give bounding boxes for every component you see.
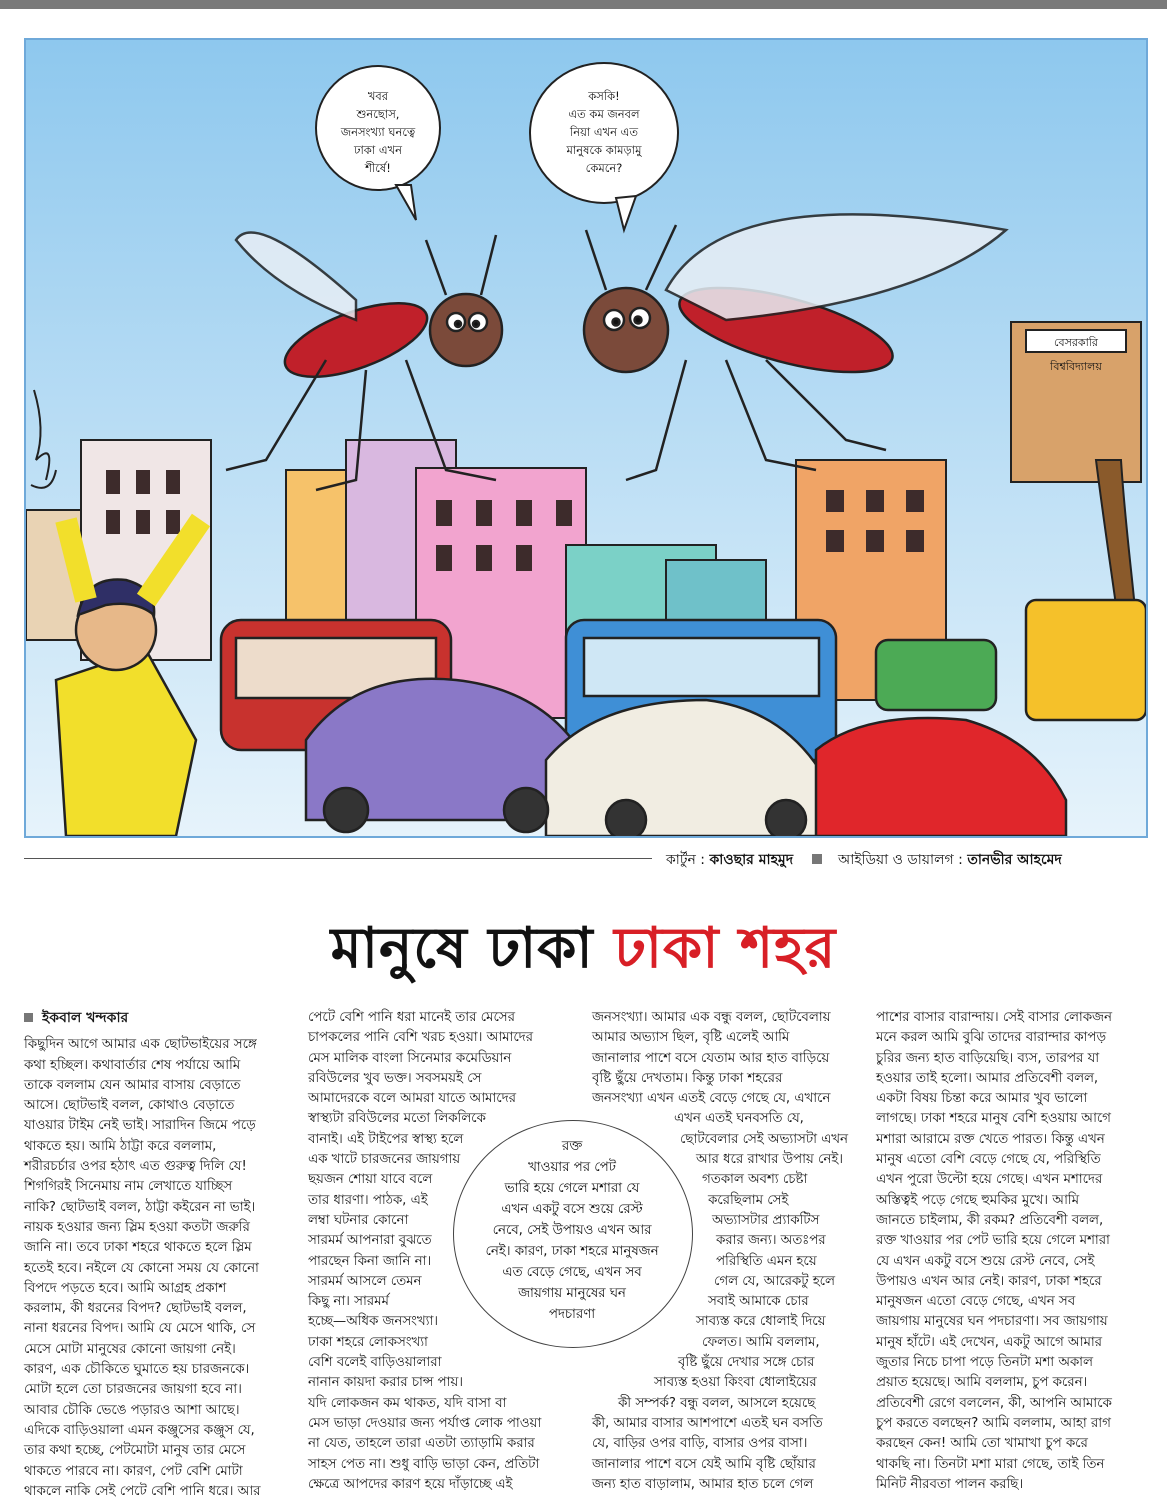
text-line: শরীরচর্চার ওপর হঠাৎ এত গুরুত্ব দিলি যে! bbox=[24, 1159, 247, 1175]
text-line: রক্ত খাওয়ার পর পেট ভারি হয়ে গেলে মশারা bbox=[876, 1233, 1110, 1249]
svg-text:নিয়া এখন এত: নিয়া এখন এত bbox=[569, 125, 639, 139]
text-line: জানতে চাইলাম, কী রকম? প্রতিবেশী বলল, bbox=[876, 1212, 1104, 1228]
text-line: না যেত, তাহলে তারা এতটা ত্যাড়ামি করার bbox=[308, 1436, 535, 1452]
text-line: নানা ধরনের বিপদ। আমি যে মেসে থাকি, সে bbox=[24, 1321, 256, 1337]
svg-text:জনসংখ্যা ঘনত্বে: জনসংখ্যা ঘনত্বে bbox=[340, 125, 416, 139]
text-line: মানুষজন এতো বেড়ে গেছে, এখন সব bbox=[876, 1294, 1076, 1310]
credit-divider bbox=[24, 858, 652, 859]
text-line: থাকলে নাকি সেই পেটে বেশি পানি ধরে। আর bbox=[24, 1483, 261, 1499]
pullquote-line: রক্ত bbox=[561, 1139, 583, 1154]
text-line: গতকাল অবশ্য চেষ্টা bbox=[702, 1172, 808, 1188]
text-line: নাকি? ছোটভাই বলল, ঠাট্টা কইরেন না ভাই। bbox=[24, 1199, 256, 1215]
text-line: সাহস পেত না। শুধু বাড়ি ভাড়া কেন, প্রতিটা bbox=[308, 1456, 540, 1472]
text-line: সারমর্ম আপনারা বুঝতে bbox=[308, 1233, 432, 1249]
text-line: মেস মালিক বাংলা সিনেমার কমেডিয়ান bbox=[308, 1050, 512, 1066]
text-line: জানি না। তবে ঢাকা শহরে থাকতে হলে স্লিম bbox=[24, 1240, 252, 1256]
text-line: ঢাকা শহরে লোকসংখ্যা bbox=[308, 1334, 428, 1350]
text-line: চুরির জন্য হাত বাড়িয়েছি। ব্যস, তারপর যা bbox=[876, 1050, 1100, 1066]
text-line: মোটা হলে তো চারজনের জায়গা হবে না। bbox=[24, 1382, 242, 1398]
text-line: থাকতে পারবে না। কারণ, পেট বেশি মোটা bbox=[24, 1463, 243, 1479]
text-line: কিছুদিন আগে আমার এক ছোটভাইয়ের সঙ্গে bbox=[24, 1037, 257, 1053]
text-line: অস্তিত্বই পড়ে গেছে হুমকির মুখে। আমি bbox=[876, 1192, 1079, 1208]
svg-text:খবর: খবর bbox=[367, 89, 389, 103]
text-line: সাব্যস্ত হওয়া কিংবা ধোলাইয়ের bbox=[654, 1375, 817, 1391]
text-line: জানালার পাশে বসে যেতাম আর হাত বাড়িয়ে bbox=[592, 1050, 830, 1066]
text-line: জনসংখ্যা এখন এতই বেড়ে গেছে যে, এখানে bbox=[592, 1091, 831, 1107]
cartoon-illustration bbox=[24, 38, 1148, 838]
svg-text:ঢাকা এখন: ঢাকা এখন bbox=[353, 143, 403, 157]
text-line: এদিকে বাড়িওয়ালা এমন কঞ্জুসের কঞ্জুস যে, bbox=[24, 1422, 255, 1438]
svg-text:কেমনে?: কেমনে? bbox=[585, 161, 623, 175]
text-line: মেস ভাড়া দেওয়ার জন্য পর্যাপ্ত লোক পাওয়া bbox=[308, 1415, 542, 1431]
text-line: থাকতে হয়। আমি ঠাট্টা করে বললাম, bbox=[24, 1138, 217, 1154]
text-line: আমার অভ্যাস ছিল, বৃষ্টি এলেই আমি bbox=[592, 1030, 790, 1046]
text-line: নানান কায়দা করার চান্স পায়। bbox=[308, 1375, 464, 1391]
text-line: নায়ক হওয়ার জন্য স্লিম হওয়া কতটা জরুরি bbox=[24, 1219, 250, 1235]
article-column-1 bbox=[24, 1008, 260, 1502]
text-line: চাপকলের পানি বেশি খরচ হওয়া। আমাদের bbox=[308, 1030, 533, 1046]
text-line: হচ্ছে—অধিক জনসংখ্যা। bbox=[308, 1314, 439, 1330]
text-line: লম্বা ঘটনার কোনো bbox=[308, 1212, 409, 1228]
text-line: উপায়ও এখন আর নেই। কারণ, ঢাকা শহরে bbox=[876, 1273, 1102, 1289]
text-line: যাওয়ার টাইম নেই ভাই। সারাদিন জিমে পড়ে bbox=[24, 1118, 256, 1134]
pullquote-line: নেই। কারণ, ঢাকা শহরে মানুষজন bbox=[485, 1244, 659, 1259]
text-line: তার ধারণা। পাঠক, এই bbox=[308, 1192, 428, 1208]
text-line: মিনিট নীরবতা পালন করছি। bbox=[876, 1476, 1024, 1492]
cartoon-artist: কাওছার মাহমুদ bbox=[709, 852, 794, 868]
text-line: পেটে বেশি পানি ধরা মানেই তার মেসের bbox=[308, 1010, 515, 1025]
text-line: চুপ করতে বলছেন? আমি বললাম, আহা রাগ bbox=[876, 1415, 1111, 1431]
text-line: আসে। ছোটভাই বলল, কোথাও বেড়াতে bbox=[24, 1098, 235, 1114]
pullquote-line: খাওয়ার পর পেট bbox=[528, 1160, 616, 1175]
text-line: করেছিলাম সেই bbox=[708, 1192, 789, 1208]
text-line: মেসে মোটা মানুষের কোনো জায়গা নেই। bbox=[24, 1341, 236, 1357]
text-line: গেল যে, আরেকটু হলে bbox=[714, 1273, 835, 1289]
text-line: মানুষ হাঁটে। এই দেখেন, একটু আগে আমার bbox=[876, 1334, 1102, 1350]
pullquote-line: নেবে, সেই উপায়ও এখন আর bbox=[492, 1223, 652, 1238]
text-line: ছোটবেলার সেই অভ্যাসটা এখন bbox=[680, 1131, 848, 1147]
text-line: আর ধরে রাখার উপায় নেই। bbox=[696, 1152, 843, 1168]
text-line: অভ্যাসটার প্র্যাকটিস bbox=[712, 1212, 820, 1228]
credit-separator bbox=[812, 854, 822, 864]
text-line: জানালার পাশে বসে যেই আমি বৃষ্টি ছোঁয়ার bbox=[592, 1456, 816, 1472]
svg-text:কসকি!: কসকি! bbox=[588, 89, 620, 103]
text-line: কী সম্পর্ক? বন্ধু বলল, আসলে হয়েছে bbox=[618, 1395, 816, 1411]
text-line: থাকছি না। তিনটা মশা মারা গেছে, তাই তিন bbox=[876, 1456, 1105, 1472]
text-line: ফেলত। আমি বললাম, bbox=[702, 1334, 820, 1350]
text-line: আমাদেরকে বলে আমরা যাতে আমাদের bbox=[308, 1091, 516, 1107]
text-line: মশারা আরামে রক্ত খেতে পারত। কিন্তু এখন bbox=[876, 1131, 1105, 1147]
text-line: তাকে বললাম যেন আমার বাসায় বেড়াতে bbox=[24, 1077, 241, 1093]
text-line: হতেই হবে। নইলে যে কোনো সময় যে কোনো bbox=[24, 1260, 259, 1276]
text-line: বেশি বলেই বাড়িওয়ালারা bbox=[308, 1355, 442, 1371]
byline-marker bbox=[24, 1013, 33, 1022]
text-line: বানাই। এই টাইপের স্বাস্থ্য হলে bbox=[308, 1131, 464, 1147]
text-line: সাব্যস্ত করে ধোলাই দিয়ে bbox=[696, 1314, 826, 1330]
text-line: কারণ, এক চৌকিতে ঘুমাতে হয় চারজনকে। bbox=[24, 1362, 250, 1378]
text-line: সবাই আমাকে চোর bbox=[708, 1294, 809, 1310]
text-line: সারমর্ম আসলে তেমন bbox=[308, 1273, 422, 1289]
text-line: পাশের বাসার বারান্দায়। সেই বাসার লোকজন bbox=[876, 1010, 1112, 1025]
text-line: স্বাস্থ্যটা রবিউলের মতো লিকলিকে bbox=[308, 1111, 486, 1127]
pullquote-line: জায়গায় মানুষের ঘন bbox=[518, 1286, 626, 1301]
top-rule bbox=[0, 0, 1167, 9]
text-line: যে এখন একটু বসে শুয়ে রেস্ট নেবে, সেই bbox=[876, 1253, 1095, 1269]
idea-author: তানভীর আহমেদ bbox=[967, 852, 1062, 868]
svg-text:বিশ্ববিদ্যালয়: বিশ্ববিদ্যালয় bbox=[1050, 360, 1102, 373]
text-line: বৃষ্টি ছুঁয়ে দেখতাম। কিন্তু ঢাকা শহরের bbox=[592, 1070, 783, 1086]
pullquote-line: ভারি হয়ে গেলে মশারা যে bbox=[504, 1181, 640, 1196]
svg-text:মানুষকে কামড়ামু: মানুষকে কামড়ামু bbox=[566, 143, 642, 157]
svg-text:শুনছোস,: শুনছোস, bbox=[356, 107, 400, 121]
cartoon-credit-label: কার্টুন : bbox=[666, 852, 706, 868]
text-line: ছয়জন শোয়া যাবে বলে bbox=[308, 1172, 433, 1188]
text-line: লাগছে। ঢাকা শহরে মানুষ বেশি হওয়ায় আগে bbox=[876, 1111, 1111, 1127]
text-line: এখন এতই ঘনবসতি যে, bbox=[674, 1111, 804, 1127]
text-line: মনে করল আমি বুঝি তাদের বারান্দার কাপড় bbox=[876, 1030, 1106, 1046]
author-name: ইকবাল খন্দকার bbox=[42, 1010, 129, 1026]
headline bbox=[0, 905, 1167, 999]
text-line: পরিস্থিতি এমন হয়ে bbox=[716, 1253, 817, 1269]
text-line: কী, আমার বাসার আশপাশে এতই ঘন বসতি bbox=[592, 1415, 823, 1431]
headline-red: ঢাকা শহর bbox=[614, 916, 837, 981]
text-line: রবিউলের খুব ভক্ত। সবসময়ই সে bbox=[308, 1070, 482, 1086]
text-line: আবার চৌকি ভেঙে পড়ারও আশা আছে। bbox=[24, 1402, 240, 1418]
text-line: মানুষ এতো বেশি বেড়ে গেছে যে, পরিস্থিতি bbox=[876, 1152, 1101, 1168]
text-line: যে, বাড়ির ওপর বাড়ি, বাসার ওপর বাসা। bbox=[592, 1436, 808, 1452]
text-line: শিগগিরই সিনেমায় নাম লেখাতে যাচ্ছিস bbox=[24, 1179, 233, 1195]
text-line: পারছেন কিনা জানি না। bbox=[308, 1253, 432, 1269]
text-line: প্রয়াত হয়েছে। আমি বললাম, চুপ করেন। bbox=[876, 1375, 1088, 1391]
text-line: করলাম, কী ধরনের বিপদ? ছোটভাই বলল, bbox=[24, 1301, 247, 1317]
text-line: এক খাটে চারজনের জায়গায় bbox=[308, 1152, 461, 1168]
text-line: করার জন্য। অতঃপর bbox=[716, 1233, 826, 1249]
svg-text:বেসরকারি: বেসরকারি bbox=[1054, 336, 1098, 349]
svg-text:এত কম জনবল: এত কম জনবল bbox=[568, 107, 640, 121]
text-line: এখন পুরো উল্টো হয়ে গেছে। এখন মশাদের bbox=[876, 1172, 1103, 1188]
text-line: জনসংখ্যা। আমার এক বন্ধু বলল, ছোটবেলায় bbox=[592, 1010, 831, 1025]
text-line: কথা হচ্ছিল। কথাবার্তার শেষ পর্যায়ে আমি bbox=[24, 1057, 241, 1073]
pullquote-line: পদচারণা bbox=[548, 1307, 596, 1322]
text-line: তার কথা হচ্ছে, পেটমোটা মানুষ তার মেসে bbox=[24, 1443, 246, 1459]
text-line: কিছু না। সারমর্ম bbox=[308, 1294, 389, 1310]
byline bbox=[24, 1008, 260, 1028]
text-line: জন্য হাত বাড়ালাম, আমার হাত চলে গেল bbox=[592, 1476, 814, 1492]
cartoon-credits bbox=[666, 848, 1146, 872]
text-line: করছেন কেন! আমি তো খামাখা চুপ করে bbox=[876, 1436, 1088, 1452]
text-line: প্রতিবেশী রেগে বললেন, কী, আপনি আমাকে bbox=[876, 1395, 1112, 1411]
text-line: জুতার নিচে চাপা পড়ে তিনটা মশা অকাল bbox=[876, 1355, 1093, 1371]
pullquote bbox=[453, 1136, 691, 1325]
article-column-4 bbox=[876, 1008, 1112, 1495]
text-line: হওয়ার তাই হলো। আমার প্রতিবেশী বলল, bbox=[876, 1070, 1099, 1086]
pullquote-line: এখন একটু বসে শুয়ে রেস্ট bbox=[501, 1202, 643, 1217]
svg-text:শীর্ষে!: শীর্ষে! bbox=[365, 161, 391, 175]
text-line: ক্ষেত্রে আপদের কারণ হয়ে দাঁড়াচ্ছে এই bbox=[308, 1476, 513, 1492]
text-line: যদি লোকজন কম থাকত, যদি বাসা বা bbox=[308, 1395, 507, 1411]
text-line: একটা বিষয় চিন্তা করে আমার খুব ভালো bbox=[876, 1091, 1088, 1107]
idea-credit-label: আইডিয়া ও ডায়ালগ : bbox=[837, 852, 963, 868]
pullquote-line: এত বেড়ে গেছে, এখন সব bbox=[502, 1265, 642, 1280]
headline-black: মানুষে ঢাকা bbox=[330, 916, 594, 981]
text-line: জায়গায় মানুষের ঘন পদচারণা। সব জায়গায় bbox=[876, 1314, 1108, 1330]
text-line: বৃষ্টি ছুঁয়ে দেখার সঙ্গে চোর bbox=[678, 1355, 815, 1371]
text-line: বিপদে পড়তে হবে। আমি আগ্রহ প্রকাশ bbox=[24, 1280, 227, 1296]
